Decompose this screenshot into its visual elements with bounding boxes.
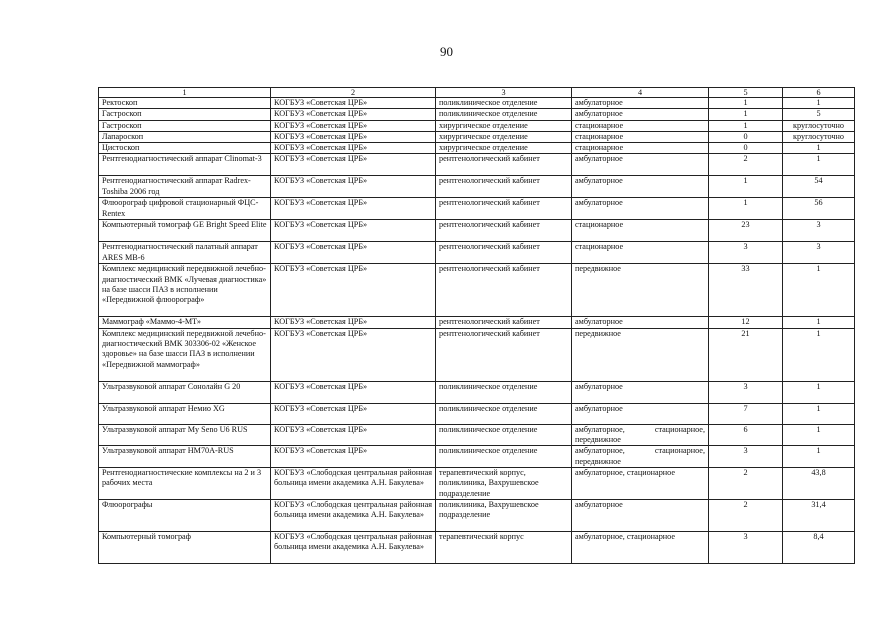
care-type-cell: стационарное: [572, 220, 709, 242]
care-type-cell: стационарное: [572, 143, 709, 154]
care-type-cell: амбулаторное: [572, 317, 709, 328]
value-cell: 1: [783, 98, 855, 109]
department-cell: терапевтический корпус, поликлиника, Вахрушевское подразделение: [436, 467, 572, 499]
quantity-cell: 2: [709, 154, 783, 176]
quantity-cell: 0: [709, 131, 783, 142]
organization-cell: КОГБУЗ «Советская ЦРБ»: [271, 109, 436, 120]
column-header: 4: [572, 88, 709, 98]
table-row: [99, 264, 855, 317]
organization-cell: КОГБУЗ «Советская ЦРБ»: [271, 446, 436, 468]
organization-cell: КОГБУЗ «Слободская центральная районная больница имени академика А.Н. Бакулева»: [271, 467, 436, 499]
quantity-cell: 2: [709, 499, 783, 531]
organization-cell: КОГБУЗ «Советская ЦРБ»: [271, 131, 436, 142]
care-type-cell: амбулаторное, стационарное, передвижное: [572, 446, 709, 468]
table-row: [99, 120, 855, 131]
equipment-name-cell: Лапароскоп: [99, 131, 271, 142]
department-cell: хирургическое отделение: [436, 143, 572, 154]
value-cell: 1: [783, 264, 855, 317]
department-cell: терапевтический корпус: [436, 531, 572, 563]
organization-cell: КОГБУЗ «Советская ЦРБ»: [271, 154, 436, 176]
equipment-name-cell: Ультразвуковой аппарат Немио XG: [99, 403, 271, 424]
equipment-name-cell: Флюорограф цифровой стационарный ФЦС-Rentex: [99, 198, 271, 220]
table-row: [99, 328, 855, 381]
department-cell: поликлиническое отделение: [436, 446, 572, 468]
table-row: [99, 424, 855, 446]
department-cell: рентгенологический кабинет: [436, 176, 572, 198]
department-cell: рентгенологический кабинет: [436, 154, 572, 176]
care-type-cell: стационарное: [572, 131, 709, 142]
value-cell: 43,8: [783, 467, 855, 499]
equipment-name-cell: Компьютерный томограф: [99, 531, 271, 563]
care-type-cell: амбулаторное: [572, 403, 709, 424]
table-row: [99, 154, 855, 176]
value-cell: 1: [783, 446, 855, 468]
table-row: [99, 143, 855, 154]
table-row: [99, 403, 855, 424]
organization-cell: КОГБУЗ «Советская ЦРБ»: [271, 143, 436, 154]
quantity-cell: 7: [709, 403, 783, 424]
value-cell: 1: [783, 143, 855, 154]
table-row: [99, 531, 855, 563]
value-cell: 56: [783, 198, 855, 220]
equipment-name-cell: Цистоскоп: [99, 143, 271, 154]
quantity-cell: 21: [709, 328, 783, 381]
care-type-cell: амбулаторное: [572, 98, 709, 109]
quantity-cell: 3: [709, 242, 783, 264]
equipment-name-cell: Маммограф «Маммо-4-МТ»: [99, 317, 271, 328]
care-type-cell: амбулаторное, стационарное: [572, 531, 709, 563]
column-header: 1: [99, 88, 271, 98]
value-cell: 8,4: [783, 531, 855, 563]
table-header-row: [99, 88, 855, 98]
department-cell: рентгенологический кабинет: [436, 198, 572, 220]
organization-cell: КОГБУЗ «Советская ЦРБ»: [271, 198, 436, 220]
care-type-cell: стационарное: [572, 120, 709, 131]
quantity-cell: 0: [709, 143, 783, 154]
value-cell: 1: [783, 317, 855, 328]
organization-cell: КОГБУЗ «Советская ЦРБ»: [271, 264, 436, 317]
organization-cell: КОГБУЗ «Советская ЦРБ»: [271, 220, 436, 242]
care-type-cell: передвижное: [572, 264, 709, 317]
column-header: 2: [271, 88, 436, 98]
equipment-name-cell: Ультразвуковой аппарат Сонолайн G 20: [99, 381, 271, 403]
quantity-cell: 1: [709, 198, 783, 220]
equipment-name-cell: Флюорографы: [99, 499, 271, 531]
column-header: 6: [783, 88, 855, 98]
equipment-name-cell: Комплекс медицинский передвижной лечебно-диагностический ВМК «Лучевая диагностика» на базе шасси ПАЗ в исполнении «Передвижной флюорограф»: [99, 264, 271, 317]
quantity-cell: 3: [709, 446, 783, 468]
care-type-cell: стационарное: [572, 242, 709, 264]
equipment-name-cell: Рентгенодиагностические комплексы на 2 и 3 рабочих места: [99, 467, 271, 499]
value-cell: 5: [783, 109, 855, 120]
equipment-name-cell: Компьютерный томограф GE Bright Speed Elite: [99, 220, 271, 242]
value-cell: 54: [783, 176, 855, 198]
equipment-name-cell: Гастроскоп: [99, 109, 271, 120]
organization-cell: КОГБУЗ «Советская ЦРБ»: [271, 98, 436, 109]
value-cell: 1: [783, 328, 855, 381]
organization-cell: КОГБУЗ «Слободская центральная районная больница имени академика А.Н. Бакулева»: [271, 531, 436, 563]
quantity-cell: 2: [709, 467, 783, 499]
department-cell: поликлиническое отделение: [436, 98, 572, 109]
equipment-name-cell: Рентгенодиагностический палатный аппарат ARES MB-6: [99, 242, 271, 264]
table-row: [99, 176, 855, 198]
table-row: [99, 317, 855, 328]
care-type-cell: амбулаторное, стационарное: [572, 467, 709, 499]
equipment-name-cell: Рентгенодиагностический аппарат Clinomat-3: [99, 154, 271, 176]
care-type-cell: амбулаторное: [572, 198, 709, 220]
organization-cell: КОГБУЗ «Советская ЦРБ»: [271, 381, 436, 403]
department-cell: поликлиническое отделение: [436, 109, 572, 120]
equipment-name-cell: Рентгенодиагностический аппарат Radrex-Toshiba 2006 год: [99, 176, 271, 198]
quantity-cell: 1: [709, 120, 783, 131]
table-row: [99, 467, 855, 499]
care-type-cell: амбулаторное: [572, 176, 709, 198]
equipment-name-cell: Ультразвуковой аппарат My Seno U6 RUS: [99, 424, 271, 446]
equipment-name-cell: Ректоскоп: [99, 98, 271, 109]
table-row: [99, 131, 855, 142]
department-cell: поликлиническое отделение: [436, 403, 572, 424]
table-row: [99, 220, 855, 242]
organization-cell: КОГБУЗ «Слободская центральная районная больница имени академика А.Н. Бакулева»: [271, 499, 436, 531]
organization-cell: КОГБУЗ «Советская ЦРБ»: [271, 242, 436, 264]
department-cell: рентгенологический кабинет: [436, 328, 572, 381]
equipment-name-cell: Комплекс медицинский передвижной лечебно-диагностический ВМК 303306-02 «Женское здоровье» на базе шасси ПАЗ в исполнении «Передвижной маммограф»: [99, 328, 271, 381]
table-row: [99, 446, 855, 468]
table-row: [99, 109, 855, 120]
department-cell: поликлиника, Вахрушевское подразделение: [436, 499, 572, 531]
quantity-cell: 1: [709, 109, 783, 120]
column-header: 3: [436, 88, 572, 98]
quantity-cell: 1: [709, 98, 783, 109]
department-cell: хирургическое отделение: [436, 120, 572, 131]
department-cell: рентгенологический кабинет: [436, 317, 572, 328]
page-number: 90: [440, 44, 453, 59]
department-cell: рентгенологический кабинет: [436, 220, 572, 242]
quantity-cell: 6: [709, 424, 783, 446]
equipment-name-cell: Ультразвуковой аппарат HM70A-RUS: [99, 446, 271, 468]
quantity-cell: 3: [709, 381, 783, 403]
value-cell: 3: [783, 242, 855, 264]
table-row: [99, 499, 855, 531]
organization-cell: КОГБУЗ «Советская ЦРБ»: [271, 403, 436, 424]
department-cell: хирургическое отделение: [436, 131, 572, 142]
value-cell: круглосуточно: [783, 120, 855, 131]
value-cell: 1: [783, 154, 855, 176]
department-cell: рентгенологический кабинет: [436, 242, 572, 264]
quantity-cell: 33: [709, 264, 783, 317]
department-cell: поликлиническое отделение: [436, 424, 572, 446]
value-cell: 31,4: [783, 499, 855, 531]
organization-cell: КОГБУЗ «Советская ЦРБ»: [271, 424, 436, 446]
quantity-cell: 23: [709, 220, 783, 242]
column-header: 5: [709, 88, 783, 98]
table-row: [99, 242, 855, 264]
table-row: [99, 381, 855, 403]
value-cell: 1: [783, 424, 855, 446]
care-type-cell: амбулаторное, стационарное, передвижное: [572, 424, 709, 446]
value-cell: 1: [783, 381, 855, 403]
equipment-name-cell: Гастроскоп: [99, 120, 271, 131]
value-cell: 3: [783, 220, 855, 242]
equipment-table: [98, 87, 855, 564]
value-cell: 1: [783, 403, 855, 424]
organization-cell: КОГБУЗ «Советская ЦРБ»: [271, 328, 436, 381]
care-type-cell: амбулаторное: [572, 154, 709, 176]
department-cell: поликлиническое отделение: [436, 381, 572, 403]
table-row: [99, 98, 855, 109]
table-row: [99, 198, 855, 220]
quantity-cell: 1: [709, 176, 783, 198]
value-cell: круглосуточно: [783, 131, 855, 142]
organization-cell: КОГБУЗ «Советская ЦРБ»: [271, 317, 436, 328]
department-cell: рентгенологический кабинет: [436, 264, 572, 317]
organization-cell: КОГБУЗ «Советская ЦРБ»: [271, 176, 436, 198]
care-type-cell: амбулаторное: [572, 499, 709, 531]
organization-cell: КОГБУЗ «Советская ЦРБ»: [271, 120, 436, 131]
quantity-cell: 12: [709, 317, 783, 328]
care-type-cell: амбулаторное: [572, 381, 709, 403]
quantity-cell: 3: [709, 531, 783, 563]
care-type-cell: амбулаторное: [572, 109, 709, 120]
care-type-cell: передвижное: [572, 328, 709, 381]
